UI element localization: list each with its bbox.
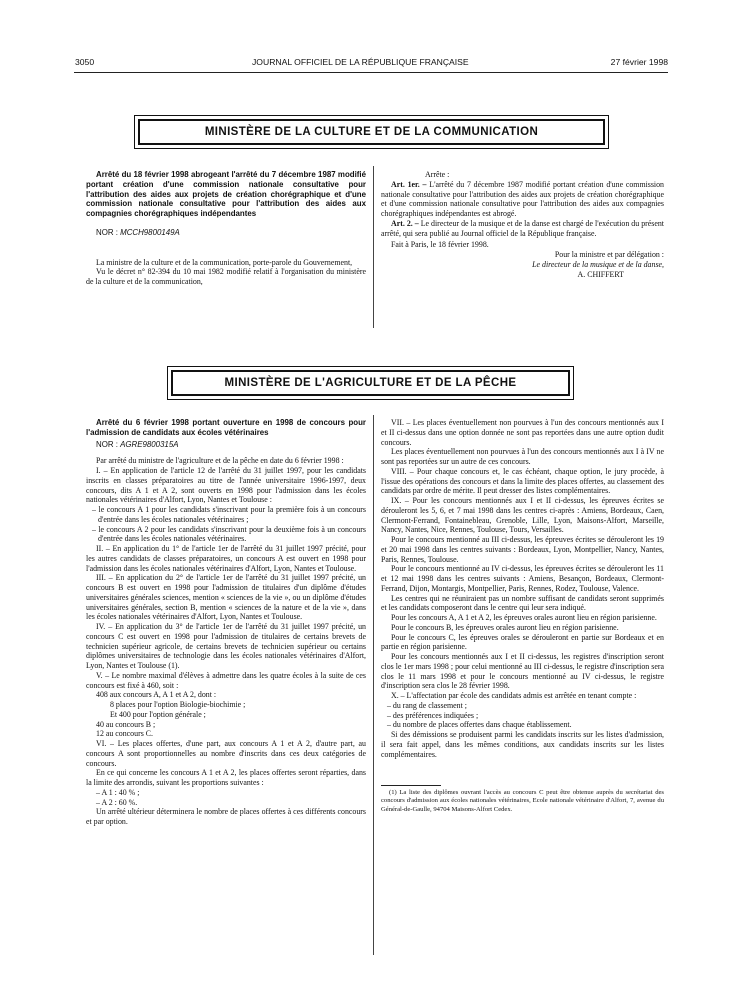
paragraph: Les centres qui ne réuniraient pas un nombre suffisant de candidats seront supprimés et les candidats composeront dans le centre qui leur sera indiqué. — [381, 593, 664, 613]
paragraph: IX. – Pour les concours mentionnés aux I et II ci-dessus, les épreuves écrites se dérouleront les 5, 6, et 7 mai 1998 dans les centres ci-après : Amiens, Bordeaux, Caen, Clermont-Ferrand, Fontainebleau, Grenoble, Lille, Lyon, Maisons-Alfort, Marseille, Nancy, Nantes, Nice, Rennes, Toulouse, Tours, Versailles. — [381, 496, 664, 535]
paragraph: Pour le concours C, les épreuves orales se dérouleront en partie sur Bordeaux et en partie en région parisienne. — [381, 632, 664, 652]
paragraph: V. – Le nombre maximal d'élèves à admettre dans les quatre écoles à la suite de ces concours est fixé à 460, soit : — [86, 670, 366, 690]
list-item: – du nombre de places offertes dans chaque établissement. — [387, 720, 572, 730]
ministry-agriculture-banner: MINISTÈRE DE L'AGRICULTURE ET DE LA PÊCHE — [171, 370, 570, 396]
paragraph: VII. – Les places éventuellement non pourvues à l'un des concours mentionnés aux I et II ci-dessus dans une option donnée ne sont pas reportées dans une autre option dudit concours. — [381, 418, 664, 447]
paragraph: Un arrêté ultérieur déterminera le nombre de places offertes à ces différents concours et par option. — [86, 807, 366, 826]
paragraph: X. – L'affectation par école des candidats admis est arrêtée en tenant compte : — [391, 691, 637, 700]
list-item: – du rang de classement ; — [387, 700, 467, 710]
paragraph: I. – En application de l'article 12 de l'arrêté du 31 juillet 1997, pour les candidats inscrits en classes préparatoires au titre de l'année universitaire 1996-1997, deux concours, dits A 1 et A 2, sont ouverts en 1998 pour l'admission dans les écoles nationales vétérinaires d'Alfort, Lyon, Nantes et Toulouse : — [86, 466, 366, 505]
intro-minister: La ministre de la culture et de la communication, porte-parole du Gouvernement, — [96, 257, 353, 267]
paragraph: Pour le concours mentionné au IV ci-dessus, les épreuves écrites se dérouleront les 11 et 12 mai 1998 dans les centres suivants : Amiens, Besançon, Bordeaux, Clermont-Ferrand, Dijon, Montargis, Montpellier, Paris, Rennes, Rodez, Toulouse, Valence. — [381, 564, 664, 593]
list-item: – A 1 : 40 % ; — [96, 787, 140, 797]
issue-date: 27 février 1998 — [610, 57, 668, 67]
paragraph: Pour le concours B, les épreuves orales auront lieu en région parisienne. — [391, 622, 619, 632]
paragraph: Pour les concours mentionnés aux I et II ci-dessus, les registres d'inscription seront clos le 1er mars 1998 ; pour celui mentionné au III ci-dessus, le registre d'inscription sera clos le 11 mars 1998 et pour le concours mentionné au IV ci-dessus, le registre d'inscription sera clos le 28 février 1998. — [381, 652, 664, 691]
paragraph: Par arrêté du ministre de l'agriculture et de la pêche en date du 6 février 1998 : — [96, 456, 344, 466]
list-item: – des préférences indiquées ; — [387, 710, 479, 720]
section1-left-column — [86, 170, 366, 287]
list-item: 408 aux concours A, A 1 et A 2, dont : — [96, 690, 217, 700]
journal-title: JOURNAL OFFICIEL DE LA RÉPUBLIQUE FRANÇAISE — [252, 57, 469, 67]
arrete-label: Arrête : — [425, 170, 450, 179]
section1-right-column — [381, 170, 664, 279]
done-at-paris: Fait à Paris, le 18 février 1998. — [391, 240, 489, 250]
paragraph: VI. – Les places offertes, d'une part, aux concours A 1 et A 2, d'autre part, au concours A sont proportionnelles au nombre d'inscrits dans ces deux catégories de concours. — [86, 739, 366, 768]
paragraph: IV. – En application du 3° de l'article 1er de l'arrêté du 31 juillet 1997 précité, un concours C est ouvert en 1998 pour l'admission de titulaires de certains brevets de technicien supérieur agricole, de certains brevets de technicien supérieur ou certains diplômes universitaires de technologie dans les écoles nationales vétérinaires d'Alfort, Lyon, Nantes et Toulouse (1). — [86, 622, 366, 670]
paragraph: VIII. – Pour chaque concours et, le cas échéant, chaque option, le jury procède, à l'issue des opérations des concours et dans la limite des places offertes, au classement des candidats par ordre de mérite. Il peut dresser des listes complémentaires. — [381, 466, 664, 496]
paragraph: III. – En application du 2° de l'article 1er de l'arrêté du 31 juillet 1997 précité, un concours B est ouvert en 1998 pour l'admission de titulaires d'un diplôme d'études universitaires générales sciences, mention « sciences de la vie », ou un diplôme d'études universitaires générales, section B, mention « sciences de la nature et de la vie », dans les écoles nationales vétérinaires d'Alfort, Lyon, Nantes et Toulouse. — [86, 573, 366, 622]
ministry-culture-banner: MINISTÈRE DE LA CULTURE ET DE LA COMMUNICATION — [138, 119, 605, 145]
paragraph: En ce qui concerne les concours A 1 et A 2, les places offertes seront réparties, dans la limite des arrondis, suivant les proportions suivantes : — [86, 768, 366, 787]
list-item: Et 400 pour l'option générale ; — [110, 709, 206, 719]
nor-reference-culture: NOR : MCCH9800149A — [96, 227, 180, 237]
column-divider — [373, 166, 374, 328]
page-number: 3050 — [75, 57, 95, 67]
list-item: – le concours A 2 pour les candidats s'inscrivant pour la deuxième fois à un concours d'entrée dans les écoles nationales vétérinaires. — [92, 524, 366, 544]
list-item: – le concours A 1 pour les candidats s'inscrivant pour la première fois à un concours d'entrée dans les écoles nationales vétérinaires ; — [92, 505, 366, 524]
intro-vu-decret: Vu le décret n° 82-394 du 10 mai 1982 modifié relatif à l'organisation du ministère de la culture et de la communication, — [86, 267, 366, 286]
paragraph: Si des démissions se produisent parmi les candidats inscrits sur les listes d'admission, il sera fait appel, dans les mêmes conditions, aux candidats inscrits sur les listes complémentaires. — [381, 730, 664, 759]
paragraph: II. – En application du 1° de l'article 1er de l'arrêté du 31 juillet 1997 précité, pour les autres candidats de classes préparatoires, un concours A est ouvert en 1998 pour l'admission dans les écoles nationales vétérinaires d'Alfort, Lyon, Nantes et Toulouse. — [86, 544, 366, 573]
section2-left-column — [86, 418, 366, 827]
paragraph: Pour les concours A, A 1 et A 2, les épreuves orales auront lieu en région parisienne. — [391, 613, 657, 622]
footnote: (1) La liste des diplômes ouvrant l'accès au concours C peut être obtenue auprès du secrétariat des concours d'admission aux écoles nationales vétérinaires, Ecole nationale vétérinaire d'Alfort, 7, avenue du Général-de-Gaulle, 94704 Maisons-Alfort Cedex. — [381, 789, 664, 813]
paragraph: Pour le concours mentionné au III ci-dessus, les épreuves écrites se dérouleront les 19 et 20 mai 1998 dans les centres suivants : Bordeaux, Lyon, Montpellier, Nancy, Nantes, Paris, Rennes, Toulouse. — [381, 535, 664, 564]
article-1: Art. 1er. – L'arrêté du 7 décembre 1987 modifié portant création d'une commission nationale consultative pour l'attribution des aides aux projets de création chorégraphique et d'une commission nationale consultative pour l'attribution des aides aux compagnies chorégraphiques indépendantes est abrogé. — [381, 179, 664, 218]
section2-right-column — [381, 418, 664, 814]
decree-title-culture: Arrêté du 18 février 1998 abrogeant l'arrêté du 7 décembre 1987 modifié portant création d'une commission nationale consultative pour l'attribution des aides aux projets de création chorégraphique et d'une commission nationale consultative pour l'attribution des aides aux compagnies chorégraphiques indépendantes — [86, 170, 366, 218]
article-2: Art. 2. – Le directeur de la musique et de la danse est chargé de l'exécution du présent arrêté, qui sera publié au Journal officiel de la République française. — [381, 218, 664, 238]
footnote-rule — [381, 785, 441, 786]
list-item: 40 au concours B ; — [96, 719, 156, 729]
list-item: 12 au concours C. — [96, 729, 153, 739]
signature-name: A. CHIFFERT — [577, 269, 624, 279]
signature-title: Le directeur de la musique et de la danse, — [532, 259, 664, 269]
header-rule — [74, 72, 668, 73]
paragraph: Les places éventuellement non pourvues à l'un des concours mentionnés aux I à IV ne sont pas reportées sur un autre de ces concours. — [381, 447, 664, 466]
decree-title-agriculture: Arrêté du 6 février 1998 portant ouverture en 1998 de concours pour l'admission de candidats aux écoles vétérinaires — [86, 418, 366, 437]
list-item: – A 2 : 60 %. — [96, 797, 138, 807]
column-divider — [373, 415, 374, 955]
signature-delegation: Pour la ministre et par délégation : — [554, 250, 664, 259]
nor-reference-agriculture: NOR : AGRE9800315A — [96, 439, 179, 449]
list-item: 8 places pour l'option Biologie-biochimie ; — [110, 700, 246, 709]
